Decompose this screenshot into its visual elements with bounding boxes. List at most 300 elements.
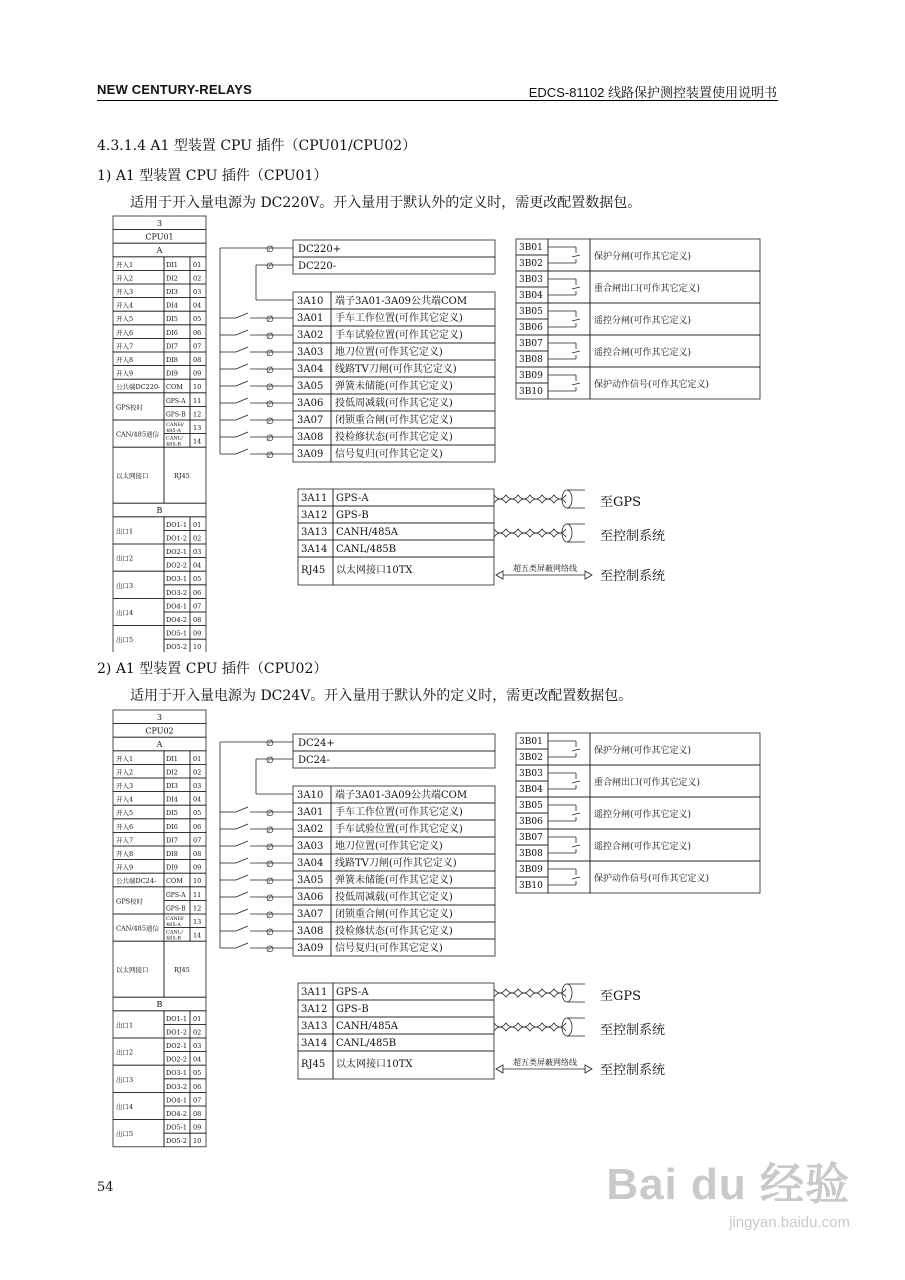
contact-switch (236, 347, 248, 352)
twisted-pair-a (494, 495, 566, 499)
input-terminal: 3A06 (297, 398, 324, 409)
contact-switch (572, 383, 580, 385)
contact-switch (236, 449, 248, 454)
input-terminal: 3A01 (297, 313, 324, 324)
output-name-5: 出口5 (116, 1130, 134, 1139)
header-doc-title: EDCS-81102 线路保护测控装置使用说明书 (528, 85, 777, 100)
contact-switch (236, 824, 248, 829)
input-name-9: 开入9 (116, 863, 134, 872)
input-description: 线路TV刀闸(可作其它定义) (335, 858, 457, 869)
output-code: DO5-2 (166, 1137, 188, 1146)
board-name: CPU02 (145, 726, 174, 736)
input-code-7: DI7 (166, 342, 178, 351)
input-code-10: COM (166, 877, 183, 886)
input-name-3: 开入3 (116, 782, 134, 790)
input-description: 投低周减载(可作其它定义) (335, 892, 453, 903)
input-terminal: 3A07 (297, 909, 324, 920)
wire-break-mark: ∅ (266, 756, 274, 766)
input-terminal: 3A05 (297, 875, 324, 886)
output-terminal: 3B06 (519, 323, 543, 333)
contact-switch (236, 943, 248, 948)
input-description: 闭锁重合闸(可作其它定义) (335, 415, 453, 426)
comm-terminal: 3A14 (301, 544, 328, 555)
output-terminal: 3B05 (519, 307, 543, 317)
output-pin: 09 (193, 629, 202, 638)
input-code-2: DI2 (166, 274, 178, 283)
input-terminal: 3A10 (297, 296, 324, 307)
can-label: CAN/485通信 (116, 924, 159, 933)
input-code-9: DI9 (166, 863, 178, 872)
can-label: CAN/485通信 (116, 430, 159, 439)
output-code: DO2-2 (166, 561, 188, 570)
comm-code: 485-B (166, 935, 181, 942)
wire-break-mark: ∅ (266, 894, 274, 904)
output-pin: 03 (193, 548, 202, 556)
comm-code: CANL/ (166, 435, 183, 442)
comm-code: GPS-A (166, 891, 186, 899)
diagram-1-description: 适用于开入量电源为 DC220V。开入量用于默认外的定义时，需更改配置数据包。 (130, 195, 642, 211)
comm-code: GPS-B (166, 411, 186, 419)
output-code: DO4-2 (166, 1110, 188, 1118)
comm-description: 以太网接口10TX (336, 565, 413, 576)
comm-code: 485-A (166, 428, 181, 434)
output-pin: 05 (193, 1069, 202, 1078)
input-terminal: 3A09 (297, 943, 324, 954)
contact-switch (236, 926, 248, 931)
input-pin-8: 08 (193, 850, 202, 858)
contact-switch (236, 909, 248, 914)
input-description: 闭锁重合闸(可作其它定义) (335, 909, 453, 920)
contact-switch (572, 255, 580, 257)
comm-description: 以太网接口10TX (336, 1059, 413, 1070)
input-terminal: 3A08 (297, 926, 324, 937)
power-label-minus: DC220- (298, 261, 337, 272)
contact-switch (236, 432, 248, 437)
output-contact-cell (548, 861, 590, 893)
output-terminal: 3B03 (519, 275, 543, 285)
output-contact-cell (548, 335, 590, 367)
input-name-5: 开入5 (116, 809, 134, 818)
output-description: 遥控合闸(可作其它定义) (594, 348, 692, 358)
output-code: DO4-1 (166, 1096, 188, 1105)
output-name-1: 出口1 (116, 527, 134, 536)
output-pin: 08 (193, 616, 202, 624)
side-b-label: B (156, 1000, 163, 1010)
wire-break-mark: ∅ (266, 400, 274, 410)
output-name-2: 出口2 (116, 1048, 134, 1057)
input-name-10: 公共端DC24- (116, 877, 157, 886)
comm-pin: 12 (193, 410, 202, 419)
comm-code: CANH/ (166, 422, 184, 428)
side-a-label: A (156, 246, 163, 256)
input-description: 投检修状态(可作其它定义) (335, 432, 453, 443)
output-terminal: 3B02 (519, 753, 543, 763)
output-terminal: 3B03 (519, 769, 543, 779)
output-code: DO1-2 (166, 534, 188, 543)
input-name-10: 公共端DC220- (116, 383, 161, 392)
page-number: 54 (97, 1180, 114, 1195)
input-terminal: 3A03 (297, 841, 324, 852)
input-terminal: 3A04 (297, 364, 324, 375)
input-code-4: DI4 (166, 795, 178, 804)
input-description: 弹簧未储能(可作其它定义) (335, 381, 453, 392)
wire-break-mark: ∅ (266, 245, 274, 255)
output-contact-cell (548, 733, 590, 765)
power-label-plus: DC24+ (298, 738, 335, 749)
contact-switch (572, 319, 580, 321)
input-terminal: 3A10 (297, 790, 324, 801)
wire-break-mark: ∅ (266, 417, 274, 427)
contact-switch (572, 877, 580, 879)
input-terminal: 3A01 (297, 807, 324, 818)
input-pin-3: 03 (193, 288, 202, 296)
wire-break-mark: ∅ (266, 434, 274, 444)
gps-label: GPS校时 (116, 403, 144, 412)
input-name-8: 开入8 (116, 356, 134, 364)
output-terminal: 3B10 (519, 387, 543, 397)
output-terminal: 3B07 (519, 339, 543, 349)
input-description: 信号复归(可作其它定义) (335, 449, 443, 460)
contact-switch (236, 858, 248, 863)
input-terminal: 3A08 (297, 432, 324, 443)
input-description: 手车试验位置(可作其它定义) (335, 824, 463, 835)
twisted-pair-b (494, 499, 566, 503)
eth-label: 以太网接口 (116, 966, 149, 975)
output-description: 保护分闸(可作其它定义) (594, 252, 692, 262)
output-name-1: 出口1 (116, 1021, 134, 1030)
wire-break-mark: ∅ (266, 911, 274, 921)
gps-label: GPS校时 (116, 897, 144, 906)
input-code-5: DI5 (166, 315, 178, 324)
wire-break-mark: ∅ (266, 383, 274, 393)
output-description: 保护动作信号(可作其它定义) (594, 874, 710, 884)
wire-break-mark: ∅ (266, 809, 274, 819)
output-terminal: 3B08 (519, 355, 543, 365)
output-pin: 09 (193, 1123, 202, 1132)
output-description: 遥控分闸(可作其它定义) (594, 316, 692, 326)
side-b-label: B (156, 506, 163, 516)
input-description: 投检修状态(可作其它定义) (335, 926, 453, 937)
eth-label: 以太网接口 (116, 472, 149, 481)
input-terminal: 3A06 (297, 892, 324, 903)
contact-switch (572, 781, 580, 783)
input-pin-2: 02 (193, 274, 202, 283)
comm-code: GPS-A (166, 397, 186, 405)
comm-description: GPS-B (336, 510, 369, 521)
output-terminal: 3B02 (519, 259, 543, 269)
comm-terminal: 3A11 (301, 493, 328, 504)
output-name-2: 出口2 (116, 554, 134, 563)
shield-ring (562, 490, 572, 508)
comm-description: GPS-A (336, 493, 369, 504)
contact-switch (236, 381, 248, 386)
comm-code: 485-B (166, 441, 181, 448)
comm-terminal: 3A13 (301, 527, 328, 538)
twisted-pair-a (494, 529, 566, 533)
output-pin: 10 (193, 1137, 202, 1146)
output-name-5: 出口5 (116, 636, 134, 645)
input-name-7: 开入7 (116, 836, 134, 845)
output-description: 重合闸出口(可作其它定义) (594, 284, 701, 294)
comm-terminal: 3A12 (301, 510, 328, 521)
output-terminal: 3B08 (519, 849, 543, 859)
contact-switch (236, 330, 248, 335)
input-pin-4: 04 (193, 301, 202, 310)
to-control-label-2: 至控制系统 (600, 1063, 666, 1078)
contact-switch (236, 313, 248, 318)
contact-switch (236, 841, 248, 846)
side-a-label: A (156, 740, 163, 750)
output-pin: 01 (193, 1014, 202, 1023)
wire-break-mark: ∅ (266, 315, 274, 325)
cable-type-label: 超五类屏蔽网络线 (513, 564, 577, 573)
diagram-2-heading: 2) A1 型装置 CPU 插件（CPU02） (97, 661, 328, 677)
input-name-6: 开入6 (116, 328, 134, 337)
contact-switch (572, 845, 580, 847)
input-code-9: DI9 (166, 369, 178, 378)
output-terminal: 3B04 (519, 785, 543, 795)
input-pin-6: 06 (193, 328, 202, 337)
input-pin-3: 03 (193, 782, 202, 790)
output-description: 重合闸出口(可作其它定义) (594, 778, 701, 788)
wire-break-mark: ∅ (266, 945, 274, 955)
output-pin: 04 (193, 1055, 202, 1064)
output-code: DO3-2 (166, 588, 188, 597)
twisted-pair-b (494, 993, 566, 997)
output-pin: 04 (193, 561, 202, 570)
input-code-5: DI5 (166, 809, 178, 818)
comm-terminal: 3A14 (301, 1038, 328, 1049)
output-code: DO3-2 (166, 1082, 188, 1091)
comm-pin: 13 (193, 918, 202, 926)
output-name-4: 出口4 (116, 1103, 134, 1111)
input-pin-4: 04 (193, 795, 202, 804)
output-contact-cell (548, 367, 590, 399)
wiring-diagram-cpu01 (0, 212, 905, 652)
watermark-brand: Bai du 经验 (606, 1160, 850, 1209)
input-code-6: DI6 (166, 328, 178, 337)
twisted-pair-a (494, 989, 566, 993)
comm-description: CANL/485B (336, 544, 397, 555)
twisted-pair-a (494, 1023, 566, 1027)
output-terminal: 3B01 (519, 737, 543, 747)
board-name: CPU01 (145, 232, 174, 242)
input-name-2: 开入2 (116, 768, 134, 777)
contact-switch (572, 813, 580, 815)
input-pin-7: 07 (193, 342, 202, 351)
input-terminal: 3A05 (297, 381, 324, 392)
comm-pin: 13 (193, 424, 202, 432)
input-code-3: DI3 (166, 288, 178, 296)
comm-terminal: 3A11 (301, 987, 328, 998)
output-contact-cell (548, 239, 590, 271)
to-control-label-2: 至控制系统 (600, 569, 666, 584)
input-pin-2: 02 (193, 768, 202, 777)
to-control-label: 至控制系统 (600, 529, 666, 544)
output-code: DO1-2 (166, 1028, 188, 1037)
wire-break-mark: ∅ (266, 860, 274, 870)
input-name-1: 开入1 (116, 754, 134, 763)
section-title: 4.3.1.4 A1 型装置 CPU 插件（CPU01/CPU02） (97, 138, 417, 154)
arrowhead-left (496, 571, 503, 579)
input-pin-9: 09 (193, 369, 202, 378)
power-label-minus: DC24- (298, 755, 330, 766)
output-contact-cell (548, 829, 590, 861)
input-pin-5: 05 (193, 315, 202, 324)
output-description: 保护分闸(可作其它定义) (594, 746, 692, 756)
output-terminal: 3B09 (519, 865, 543, 875)
contact-switch (236, 364, 248, 369)
comm-description: GPS-B (336, 1004, 369, 1015)
output-terminal: 3B04 (519, 291, 543, 301)
input-pin-9: 09 (193, 863, 202, 872)
input-description: 端子3A01-3A09公共端COM (335, 296, 468, 307)
comm-description: CANH/485A (336, 527, 399, 538)
input-name-9: 开入9 (116, 369, 134, 378)
watermark (606, 1148, 850, 1231)
output-terminal: 3B05 (519, 801, 543, 811)
contact-switch (572, 287, 580, 289)
input-description: 手车工作位置(可作其它定义) (335, 807, 463, 818)
output-code: DO2-2 (166, 1055, 188, 1064)
eth-code: RJ45 (174, 966, 190, 975)
contact-switch (572, 749, 580, 751)
input-name-4: 开入4 (116, 301, 134, 310)
output-name-3: 出口3 (116, 1075, 134, 1084)
input-description: 端子3A01-3A09公共端COM (335, 790, 468, 801)
input-code-2: DI2 (166, 768, 178, 777)
header-rule (97, 100, 778, 101)
cable-type-label: 超五类屏蔽网络线 (513, 1058, 577, 1067)
output-pin: 03 (193, 1042, 202, 1050)
output-pin: 08 (193, 1110, 202, 1118)
output-description: 遥控合闸(可作其它定义) (594, 842, 692, 852)
output-code: DO5-2 (166, 643, 188, 652)
input-code-8: DI8 (166, 850, 178, 858)
contact-switch (236, 807, 248, 812)
to-gps-label: 至GPS (600, 495, 642, 510)
input-pin-8: 08 (193, 356, 202, 364)
wire-break-mark: ∅ (266, 843, 274, 853)
output-code: DO2-1 (166, 1042, 188, 1050)
diagram-2-description: 适用于开入量电源为 DC24V。开入量用于默认外的定义时，需更改配置数据包。 (130, 688, 633, 704)
comm-pin: 14 (193, 437, 202, 446)
comm-pin: 11 (193, 396, 202, 405)
comm-pin: 14 (193, 931, 202, 940)
twisted-pair-b (494, 1027, 566, 1031)
output-terminal: 3B01 (519, 243, 543, 253)
input-terminal: 3A02 (297, 824, 324, 835)
output-code: DO5-1 (166, 1123, 188, 1132)
contact-switch (236, 398, 248, 403)
input-pin-10: 10 (193, 383, 202, 392)
comm-description: CANH/485A (336, 1021, 399, 1032)
output-code: DO3-1 (166, 575, 188, 584)
input-name-1: 开入1 (116, 260, 134, 269)
wire-break-mark: ∅ (266, 262, 274, 272)
wire-break-mark: ∅ (266, 739, 274, 749)
output-description: 遥控分闸(可作其它定义) (594, 810, 692, 820)
input-code-10: COM (166, 383, 183, 392)
to-control-label: 至控制系统 (600, 1023, 666, 1038)
output-pin: 06 (193, 1082, 202, 1091)
arrowhead-right (585, 1065, 592, 1073)
input-code-6: DI6 (166, 822, 178, 831)
input-code-1: DI1 (166, 754, 178, 763)
input-pin-5: 05 (193, 809, 202, 818)
comm-description: CANL/485B (336, 1038, 397, 1049)
input-pin-1: 01 (193, 260, 202, 269)
arrowhead-left (496, 1065, 503, 1073)
output-code: DO1-1 (166, 1014, 188, 1023)
output-pin: 05 (193, 575, 202, 584)
input-code-3: DI3 (166, 782, 178, 790)
output-description: 保护动作信号(可作其它定义) (594, 380, 710, 390)
comm-terminal: 3A12 (301, 1004, 328, 1015)
input-description: 地刀位置(可作其它定义) (335, 347, 443, 358)
output-code: DO5-1 (166, 629, 188, 638)
output-code: DO4-1 (166, 602, 188, 611)
output-terminal: 3B10 (519, 881, 543, 891)
input-pin-1: 01 (193, 754, 202, 763)
power-label-plus: DC220+ (298, 244, 342, 255)
shield-ring (562, 984, 572, 1002)
input-description: 手车试验位置(可作其它定义) (335, 330, 463, 341)
output-pin: 02 (193, 534, 202, 543)
input-terminal: 3A02 (297, 330, 324, 341)
shield-ring (562, 524, 572, 542)
wiring-diagram-cpu02 (0, 706, 905, 1151)
input-terminal: 3A03 (297, 347, 324, 358)
output-pin: 10 (193, 643, 202, 652)
input-description: 地刀位置(可作其它定义) (335, 841, 443, 852)
output-contact-cell (548, 797, 590, 829)
comm-terminal: 3A13 (301, 1021, 328, 1032)
input-code-4: DI4 (166, 301, 178, 310)
input-name-3: 开入3 (116, 288, 134, 296)
output-terminal: 3B07 (519, 833, 543, 843)
wire-break-mark: ∅ (266, 928, 274, 938)
output-pin: 07 (193, 602, 202, 611)
comm-code: GPS-B (166, 905, 186, 913)
comm-pin: 11 (193, 890, 202, 899)
eth-code: RJ45 (174, 472, 190, 481)
contact-switch (236, 415, 248, 420)
input-code-1: DI1 (166, 260, 178, 269)
comm-terminal: RJ45 (301, 1059, 326, 1070)
input-pin-6: 06 (193, 822, 202, 831)
input-description: 弹簧未储能(可作其它定义) (335, 875, 453, 886)
output-code: DO1-1 (166, 520, 188, 529)
contact-switch (236, 875, 248, 880)
input-terminal: 3A07 (297, 415, 324, 426)
input-pin-10: 10 (193, 877, 202, 886)
output-pin: 02 (193, 1028, 202, 1037)
output-code: DO3-1 (166, 1069, 188, 1078)
output-name-3: 出口3 (116, 581, 134, 590)
to-gps-label: 至GPS (600, 989, 642, 1004)
comm-code: CANH/ (166, 916, 184, 922)
input-pin-7: 07 (193, 836, 202, 845)
output-terminal: 3B09 (519, 371, 543, 381)
output-pin: 01 (193, 520, 202, 529)
input-name-4: 开入4 (116, 795, 134, 804)
contact-switch (236, 892, 248, 897)
input-name-7: 开入7 (116, 342, 134, 351)
output-contact-cell (548, 765, 590, 797)
comm-description: GPS-A (336, 987, 369, 998)
wire-break-mark: ∅ (266, 877, 274, 887)
